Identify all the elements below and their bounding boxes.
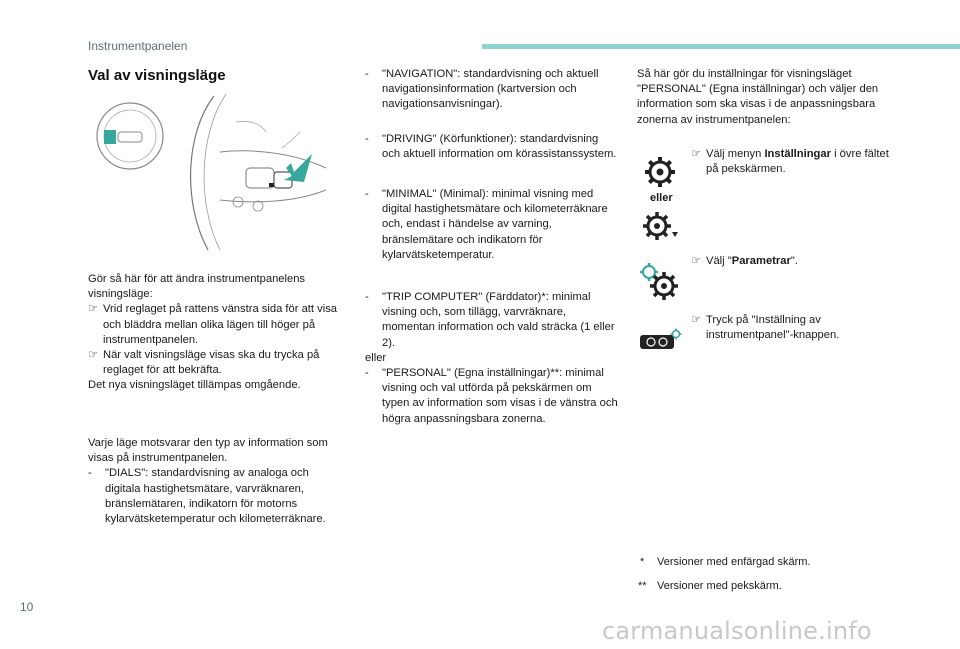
parametrar-label: Parametrar	[731, 255, 791, 267]
mode-minimal: "MINIMAL" (Minimal): minimal visning med digital hastighetsmätare och kilometerräknare och, endast i händelse av varning, bränslemätare och indikatorn för kylarvätsketemperatur.	[382, 188, 608, 261]
hand-pointer-icon: ☞	[691, 148, 702, 160]
footnote-star2: Versioner med pekskärm.	[657, 580, 782, 592]
settings-menu-label: Inställningar	[764, 148, 831, 160]
column-left	[88, 272, 346, 394]
mode-personal: "PERSONAL" (Egna inställningar)**: minimal visning och val utförda på pekskärmen om typen av information som visas i de vänstra och högra anpassningsbara zonerna.	[382, 367, 618, 425]
step-instrument-panel: Tryck på "Inställning av instrumentpanel"-knappen.	[706, 314, 840, 342]
wheel-thumbnail	[97, 103, 163, 169]
gear-icon	[643, 155, 677, 189]
footnote-star1-mark: *	[640, 556, 645, 568]
modes-intro: Varje läge motsvarar den typ av information som visas på instrumentpanelen.	[88, 437, 328, 465]
page-number: 10	[20, 600, 34, 614]
step-rotate: Vrid reglaget på rattens vänstra sida för att visa och bläddra mellan olika lägen till höger på instrumentpanelen.	[103, 303, 338, 346]
page-title: Val av visningsläge	[88, 67, 226, 84]
step-parametrar-post: ".	[790, 255, 798, 267]
hand-pointer-icon: ☞	[691, 314, 702, 326]
gear-pair-icon	[638, 262, 680, 302]
footnote-star1: Versioner med enfärgad skärm.	[657, 556, 811, 568]
instrument-panel-icon	[638, 328, 684, 352]
mode-trip-computer: "TRIP COMPUTER" (Färddator)*: minimal visning och, som tillägg, varvräknare, momentan information och vald sträcka (1 eller 2).	[382, 291, 615, 349]
column-middle: - "NAVIGATION": standardvisning och aktuell navigationsinformation (kartversion och navigationsanvisningar).	[365, 68, 599, 111]
section-header: Instrumentpanelen	[88, 39, 188, 53]
footnote-star2-mark: **	[638, 580, 647, 592]
intro-text: Gör så här för att ändra instrumentpanelens visningsläge:	[88, 273, 306, 301]
step-select-settings-post: i övre fältet på pekskärmen.	[706, 148, 889, 176]
result-text: Det nya visningsläget tillämpas omgående.	[88, 379, 301, 392]
gear-dropdown-icon	[642, 210, 680, 244]
or-text: eller	[365, 351, 387, 364]
modes-block: Varje läge motsvarar den typ av information som visas på instrumentpanelen. - "DIALS": standardvisning av analoga och digitala hastighetsmätare, varvräknaren, bränslemätaren, indikatorn för motorns kylarvätsketemperatur och kilometerräknare.	[88, 436, 346, 527]
watermark: carmanualsonline.info	[602, 617, 872, 645]
personal-intro: Så här gör du inställningar för visningsläget "PERSONAL" (Egna inställningar) och väljer den information som ska visas i de anpassningsbara zonerna av instrumentpanelen:	[637, 68, 879, 126]
header-accent-bar	[482, 44, 960, 49]
step-confirm: När valt visningsläge visas ska du trycka på reglaget för att bekräfta.	[103, 349, 320, 377]
or-label: eller	[650, 192, 673, 204]
steering-wheel-illustration	[86, 92, 336, 252]
step-select-settings-pre: Välj menyn	[706, 148, 765, 160]
step-parametrar-pre: Välj "	[706, 255, 732, 267]
mode-dials: "DIALS": standardvisning av analoga och digitala hastighetsmätare, varvräknaren, bränslemätaren, indikatorn för motorns kylarvätsketemperatur och kilometerräknare.	[105, 467, 326, 526]
hand-pointer-icon: ☞	[88, 303, 99, 316]
mode-navigation: "NAVIGATION": standardvisning och aktuell navigationsinformation (kartversion och navigationsanvisningar).	[382, 68, 599, 111]
hand-pointer-icon: ☞	[691, 255, 702, 267]
hand-pointer-icon: ☞	[88, 349, 99, 362]
mode-driving: "DRIVING" (Körfunktioner): standardvisning och aktuell information om körassistanssystem.	[382, 133, 617, 161]
